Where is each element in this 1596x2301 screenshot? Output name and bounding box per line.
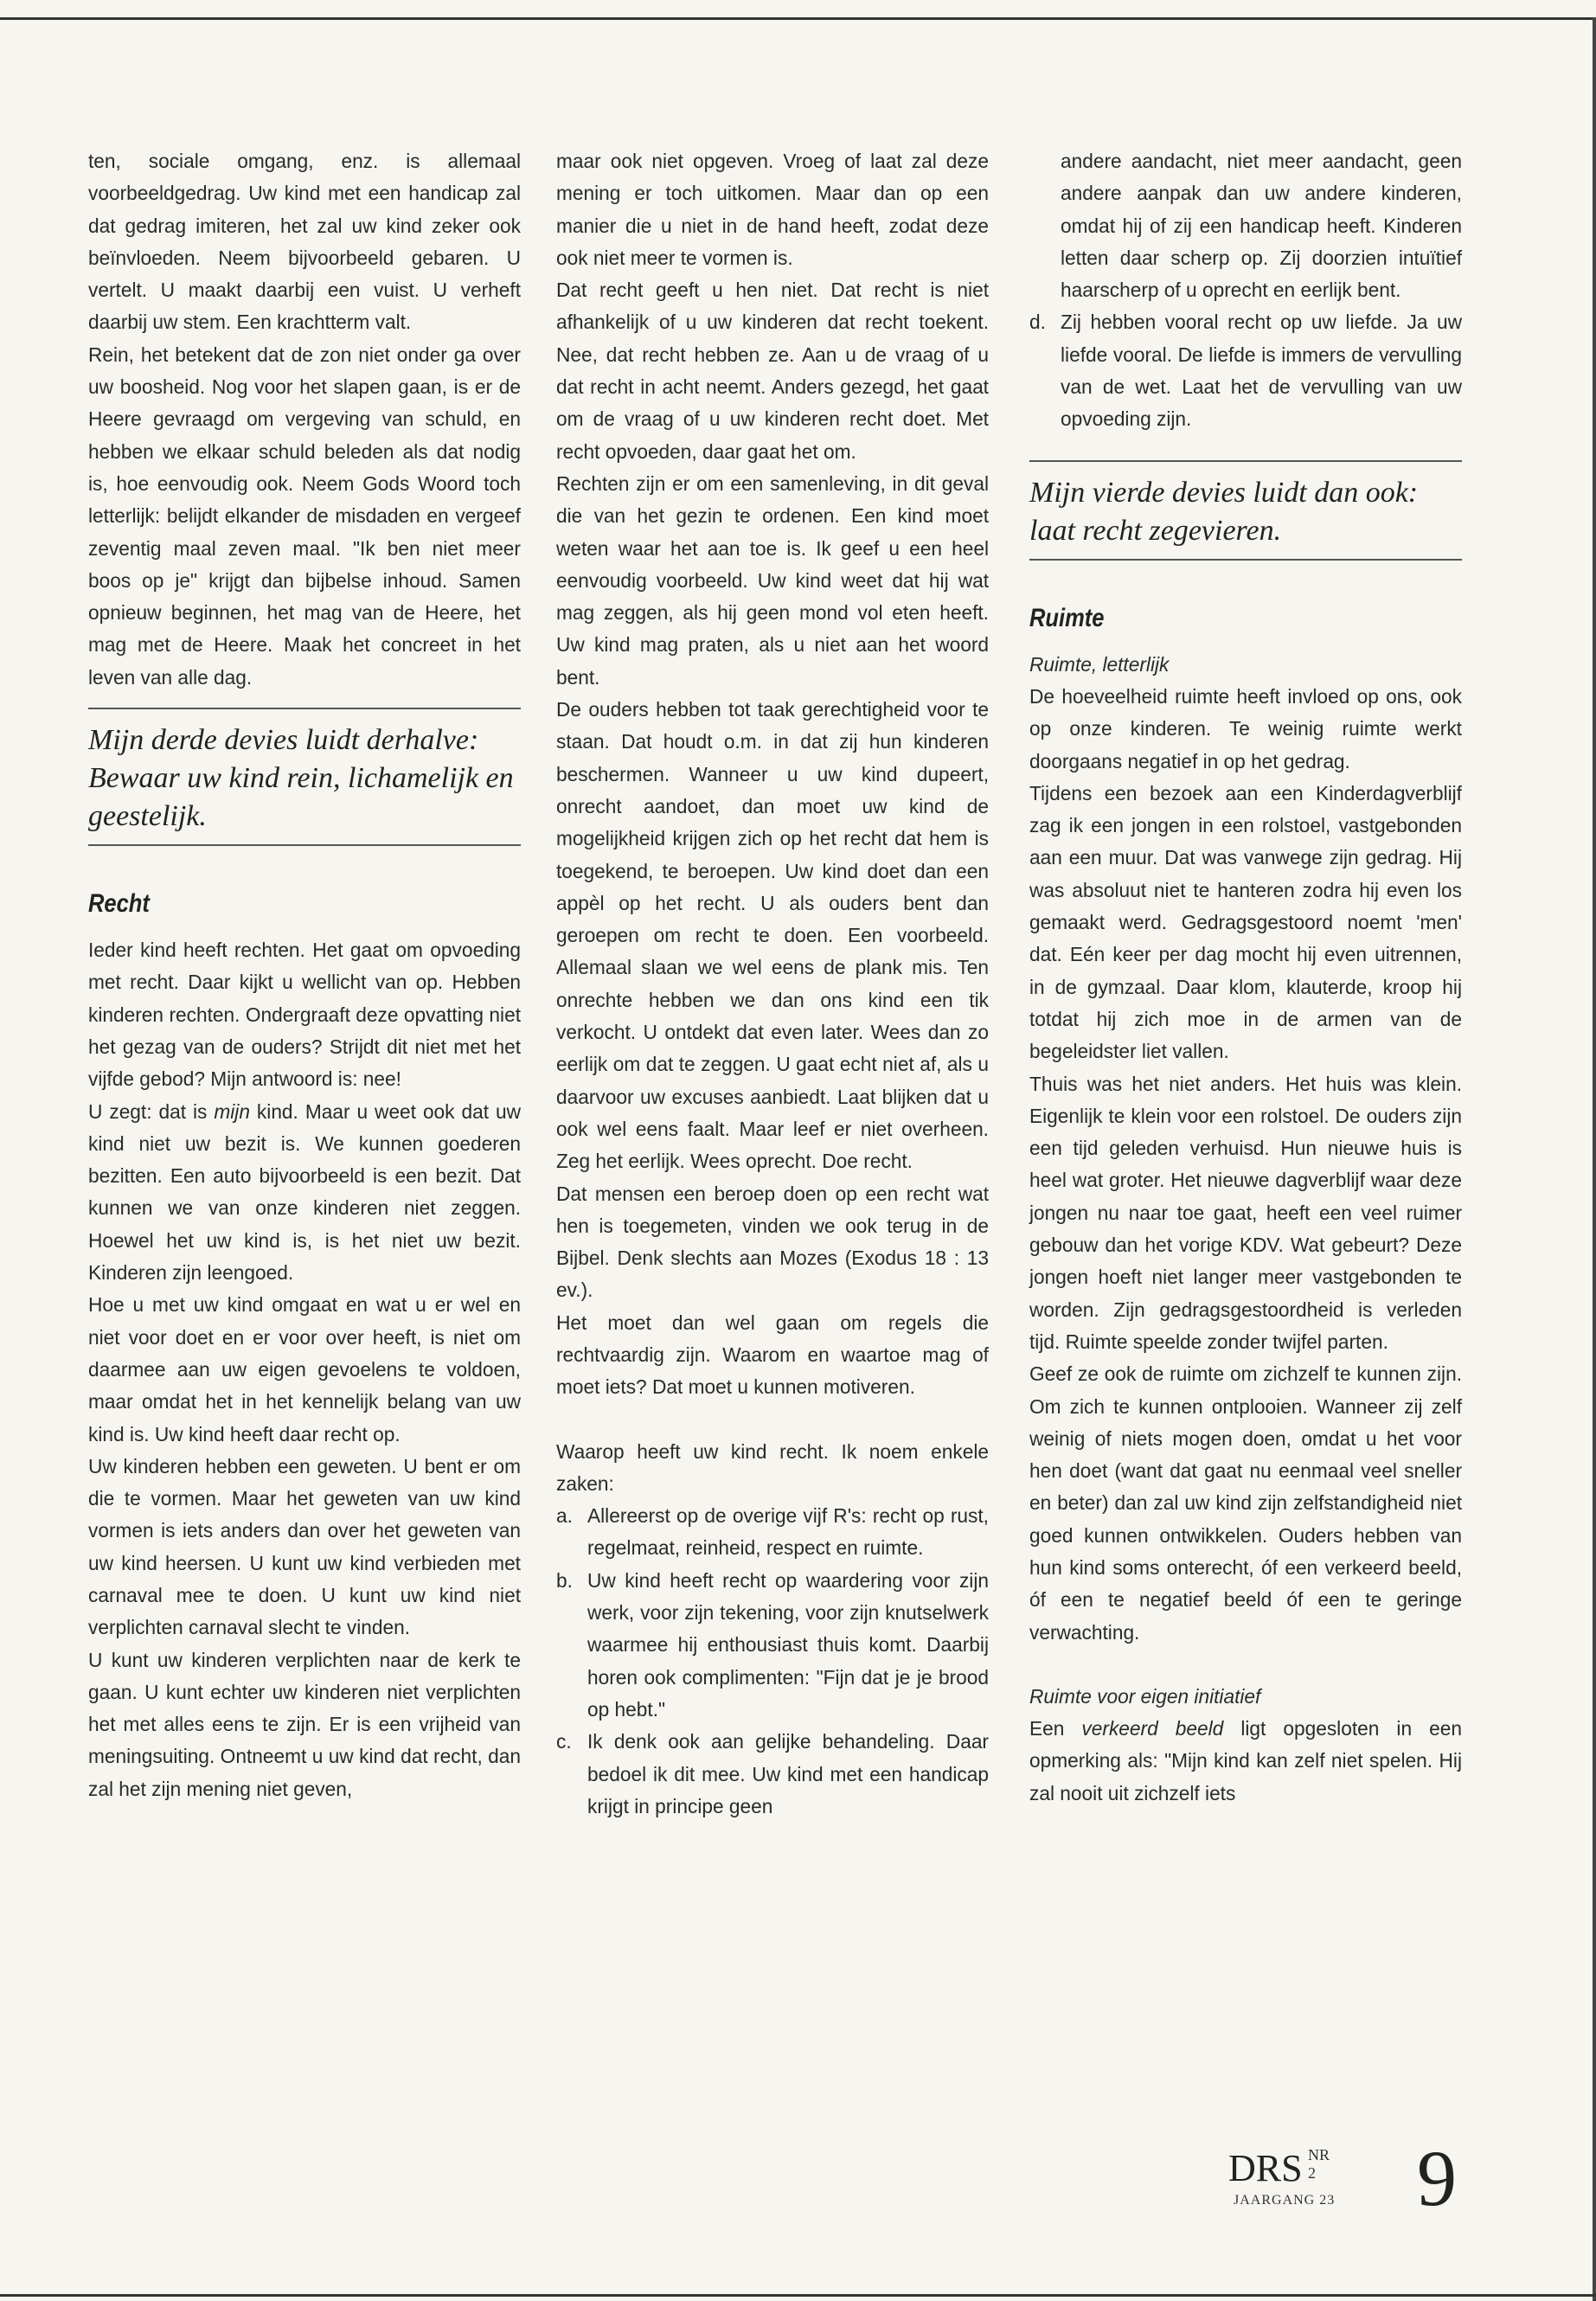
rights-list — [556, 1500, 989, 1823]
paragraph: U kunt uw kinderen verplichten naar de kerk te gaan. U kunt echter uw kinderen niet verplichten het met alles eens te zijn. Er is een vrijheid van meningsuiting. Ontneemt u uw kind dat recht, dan zal het zijn mening niet geven, — [88, 1648, 521, 1800]
list-text: Uw kind heeft recht op waardering voor zijn werk, voor zijn tekening, voor zijn knutselwerk waarmee hij enthousiast thuis komt. Daarbij horen ook complimenten: "Fijn dat je je brood op hebt." — [587, 1568, 989, 1721]
text-run: U zegt: dat is — [88, 1099, 215, 1123]
list-marker-empty — [1029, 145, 1061, 306]
text-run: kind. Maar u weet ook dat uw kind niet uw bezit is. We kunnen goederen bezitten. Een auto bijvoorbeeld is een bezit. Dat kunnen we van onze kinderen niet zeggen. Hoewel het uw kind is, is het niet uw bezit. Kinderen zijn leengoed. — [88, 1099, 521, 1285]
pull-quote-vierde-devies — [1029, 460, 1462, 561]
page-right-edge — [1593, 17, 1596, 2301]
pull-quote-text: Mijn vierde devies luidt dan ook: laat recht zegevieren. — [1029, 476, 1419, 547]
column-1 — [88, 145, 521, 1805]
list-text: Allereerst op de overige vijf R's: recht op rust, regelmaat, reinheid, respect en ruimte. — [587, 1504, 989, 1560]
subheading-ruimte-initiatief: Ruimte voor eigen initiatief — [1029, 1684, 1261, 1708]
list-item — [556, 1500, 989, 1565]
list-item — [1029, 306, 1462, 435]
emphasis: verkeerd beeld — [1081, 1717, 1224, 1740]
paragraph: Hoe u met uw kind omgaat en wat u er wel en niet voor doet en er voor over heeft, is niet om daarmee aan uw eigen gevoelens te voldoen, maar omdat het in het kennelijk belang van uw kind is. Uw kind heeft daar recht op. — [88, 1293, 521, 1445]
paragraph: Dat mensen een beroep doen op een recht wat hen is toegemeten, vinden we ook terug in de Bijbel. Denk slechts aan Mozes (Exodus 18 : 13 ev.). — [556, 1182, 989, 1302]
column-3 — [1029, 145, 1462, 1810]
list-item-continued — [1029, 145, 1462, 306]
emphasis: mijn — [214, 1099, 250, 1123]
volume-year: JAARGANG 23 — [1234, 2193, 1336, 2208]
text-run: ligt opgesloten in een opmerking als: "Mijn kind kan zelf niet spelen. Hij zal nooit uit zichzelf iets — [1029, 1717, 1462, 1804]
rights-list-continued — [1029, 145, 1462, 436]
paragraph: Uw kinderen hebben een geweten. U bent er om die te vormen. Maar het geweten van uw kind vormen is iets anders dan over het geweten van uw kind heersen. U kunt uw kind verbieden met carnaval mee te doen. U kunt uw kind niet verplichten carnaval slecht te vinden. — [88, 1454, 521, 1639]
paragraph: Geef ze ook de ruimte om zichzelf te kunnen zijn. Om zich te kunnen ontplooien. Wanneer zij zelf weinig of niets mogen doen, omdat u het voor hen doet (want dat gaat nu eenmaal veel sneller en beter) dan zal uw kind zijn zelfstandigheid niet goed kunnen ontwikkelen. Ouders hebben van hun kind soms onterecht, óf een verkeerd beeld, óf een te negatief beeld óf een te geringe verwachting. — [1029, 1362, 1462, 1644]
paragraph: Ieder kind heeft rechten. Het gaat om opvoeding met recht. Daar kijkt u wellicht van op. Hebben kinderen rechten. Ondergraaft deze opvatting niet het gezag van de ouders? Strijdt dit niet met het vijfde gebod? Mijn antwoord is: nee! — [88, 939, 521, 1091]
section-heading-recht: Recht — [88, 889, 150, 919]
spacer — [1029, 1649, 1462, 1681]
pull-quote-derde-devies — [88, 708, 521, 846]
list-marker: d. — [1029, 311, 1046, 334]
issue-number: NR 2 — [1308, 2146, 1330, 2182]
paragraph: De hoeveelheid ruimte heeft invloed op ons, ook op onze kinderen. Te weinig ruimte werkt doorgaans negatief in op het gedrag. — [1029, 684, 1462, 772]
section-heading-ruimte: Ruimte — [1029, 603, 1105, 632]
paragraph: ten, sociale omgang, enz. is allemaal voorbeeldgedrag. Uw kind met een handicap zal dat gedrag imiteren, het zal uw kind zeker ook beïnvloeden. Neem bijvoorbeeld gebaren. U vertelt. U maakt daarbij een vuist. U verheft daarbij uw stem. Een krachtterm valt. — [88, 150, 521, 334]
paragraph: Tijdens een bezoek aan een Kinderdagverblijf zag ik een jongen in een rolstoel, vastgebonden aan een muur. Dat was vanwege zijn gedrag. Hij was absoluut niet te hanteren zodra hij even los gemaakt werd. Gedragsgestoord noemt 'men' dat. Eén keer per dag mocht hij even uitrennen, in de gymzaal. Daar klom, klauterde, kroop hij totdat hij zich moe in de armen van de begeleidster liet vallen. — [1029, 781, 1462, 1063]
page-number: 9 — [1417, 2134, 1457, 2222]
paragraph: Rein, het betekent dat de zon niet onder ga over uw boosheid. Nog voor het slapen gaan, is er de Heere gevraagd om vergeving van schuld, en hebben we elkaar schuld beleden als dat nodig is, hoe eenvoudig ook. Neem Gods Woord toch letterlijk: belijdt elkander de misdaden en vergeef zeventig maal zeven maal. "Ik ben niet meer boos op je" krijgt dan bijbelse inhoud. Samen opnieuw beginnen, het mag van de Heere, het mag met de Heere. Maak het concreet in het leven van alle dag. — [88, 343, 521, 689]
page-top-edge — [0, 17, 1596, 20]
paragraph: Rechten zijn er om een samenleving, in dit geval die van het gezin te ordenen. Een kind moet weten waar het aan toe is. Ik geef u een heel eenvoudig voorbeeld. Uw kind weet dat hij wat mag zeggen, als hij geen mond vol eten heeft. Uw kind mag praten, als u niet aan het woord bent. — [556, 471, 989, 689]
paragraph: Thuis was het niet anders. Het huis was klein. Eigenlijk te klein voor een rolstoel. De ouders zijn een tijd geleden verhuisd. Hun nieuwe huis is heel wat groter. Het nieuwe dagverblijf waar deze jongen nu naar toe gaat, heeft een veel ruimer gebouw dan het vorige KDV. Wat gebeurt? Deze jongen hoeft niet langer meer vastgebonden te worden. Zijn gedragsgestoordheid is verleden tijd. Ruimte speelde zonder twijfel parten. — [1029, 1072, 1462, 1353]
journal-title: DRS — [1228, 2147, 1303, 2189]
list-item — [556, 1565, 989, 1726]
pull-quote-text: Mijn derde devies luidt derhalve: Bewaar uw kind rein, lichamelijk en geestelijk. — [88, 724, 514, 833]
paragraph: Waarop heeft uw kind recht. Ik noem enkele zaken: — [556, 1439, 989, 1495]
list-marker: b. — [556, 1568, 573, 1592]
paragraph: maar ook niet opgeven. Vroeg of laat zal deze mening er toch uitkomen. Maar dan op een manier die u niet in de hand heeft, zodat deze ook niet meer te vormen is. — [556, 150, 989, 269]
list-text: Zij hebben vooral recht op uw liefde. Ja uw liefde vooral. De liefde is immers de vervulling van de wet. Laat het de vervulling van uw opvoeding zijn. — [1061, 311, 1462, 431]
paragraph — [1029, 1713, 1462, 1810]
list-marker: a. — [556, 1504, 573, 1528]
text-run: Een — [1029, 1717, 1082, 1740]
page-bottom-edge — [0, 2294, 1596, 2297]
paragraph: Het moet dan wel gaan om regels die rechtvaardig zijn. Waarom en waartoe mag of moet iets? Dat moet u kunnen motiveren. — [556, 1311, 989, 1399]
paragraph: De ouders hebben tot taak gerechtigheid voor te staan. Dat houdt o.m. in dat zij hun kinderen beschermen. Wanneer u uw kind dupeert, onrecht aandoet, dan moet uw kind de mogelijkheid krijgen zich op het recht dat hem is toegekend, te beroepen. Uw kind doet dan een appèl op het recht. U als ouders bent dan geroepen om recht te doen. Een voorbeeld. Allemaal slaan we wel eens de plank mis. Ten onrechte hebben we dan ons kind een tik verkocht. U ontdekt dat even later. Wees dan zo eerlijk om dat te zeggen. U gaat echt niet af, als u daarvoor uw excuses aanbiedt. Laat blijken dat u ook wel eens faalt. Maar leef er niet overheen. Zeg het eerlijk. Wees oprecht. Doe recht. — [556, 698, 989, 1173]
list-text: Ik denk ook aan gelijke behandeling. Daar bedoel ik dit mee. Uw kind met een handicap krijgt in principe geen — [587, 1730, 989, 1817]
subheading-ruimte-letterlijk: Ruimte, letterlijk — [1029, 652, 1170, 676]
paragraph: Dat recht geeft u hen niet. Dat recht is niet afhankelijk of u uw kinderen dat recht toekent. Nee, dat recht hebben ze. Aan u de vraag of u dat recht in acht neemt. Anders gezegd, het gaat om de vraag of u uw kinderen recht doet. Met recht opvoeden, daar gaat het om. — [556, 279, 989, 463]
spacer — [556, 1404, 989, 1436]
list-marker: c. — [556, 1730, 572, 1753]
list-text: andere aandacht, niet meer aandacht, geen andere aanpak dan uw andere kinderen, omdat hij of zij een handicap heeft. Kinderen letten daar scherp op. Zij doorzien intuïtief haarscherp of u oprecht en eerlijk bent. — [1061, 150, 1462, 302]
column-2 — [556, 145, 989, 1823]
list-item — [556, 1726, 989, 1823]
paragraph — [88, 1096, 521, 1290]
